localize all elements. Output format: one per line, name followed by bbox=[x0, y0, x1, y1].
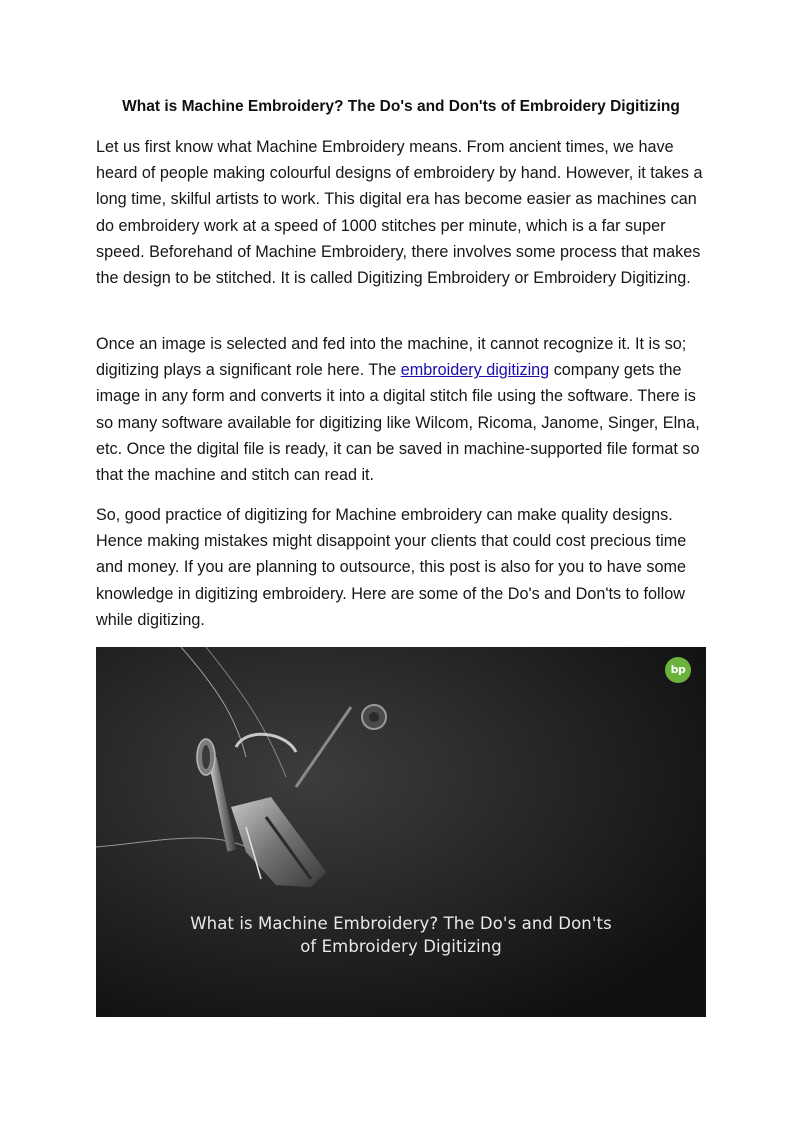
screw-knob-center bbox=[369, 712, 379, 722]
fabric-texture bbox=[96, 647, 706, 1017]
paragraph-text: Once an image is selected and fed into the machine, it cannot recognize it. It is so; digitizing plays a significant role here. The bbox=[96, 335, 687, 380]
embroidery-digitizing-link[interactable]: embroidery digitizing bbox=[400, 361, 550, 380]
sewing-machine-illustration bbox=[96, 647, 706, 1017]
hero-image bbox=[96, 647, 706, 1017]
brand-logo: bp bbox=[665, 657, 691, 683]
hero-caption-line: What is Machine Embroidery? The Do's and Don'ts bbox=[190, 914, 612, 933]
paragraph-intro: Let us first know what Machine Embroidery means. From ancient times, we have heard of people making colourful designs of embroidery by hand. However, it takes a long time, skilful artists to work. This digital era has become easier as machines can do embroidery work at a speed of 1000 stitches per minute, which is a far super speed. Beforehand of Machine Embroidery, there involves some process that makes the design to be stitched. It is called Digitizing Embroidery or Embroidery Digitizing. bbox=[96, 138, 703, 288]
tension-wheel-core bbox=[202, 745, 210, 769]
hero-caption-line: of Embroidery Digitizing bbox=[300, 937, 502, 956]
paragraph-good-practice: So, good practice of digitizing for Machine embroidery can make quality designs. Hence making mistakes might disappoint your clients that could cost precious time and money. If you are planning to outsource, this post is also for you to have some knowledge in digitizing embroidery. Here are some of the Do's and Don'ts to follow while digitizing. bbox=[96, 506, 687, 629]
article-title: What is Machine Embroidery? The Do's and Don'ts of Embroidery Digitizing bbox=[122, 98, 680, 115]
paragraph-digitizing-role bbox=[96, 331, 706, 488]
paragraph-text: company gets the image in any form and converts it into a digital stitch file using the software. There is so many software available for digitizing like Wilcom, Ricoma, Janome, Singer, Elna, etc. Once the digital file is ready, it can be saved in machine-supported file format so that the machine and stitch can read it. bbox=[96, 361, 700, 485]
hero-caption bbox=[96, 912, 706, 958]
